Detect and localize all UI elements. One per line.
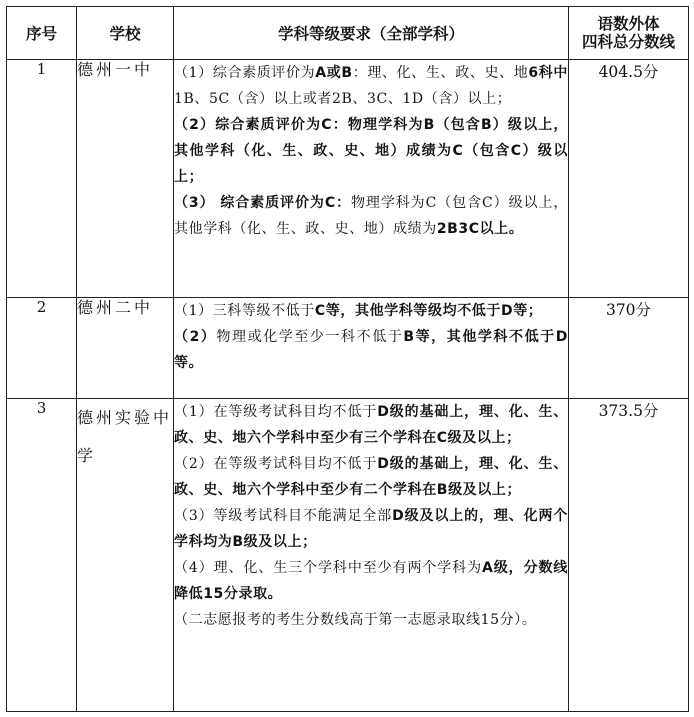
requirement-item <box>174 112 568 190</box>
header-score <box>569 7 689 60</box>
req-text: （3）等级考试科目不能满足全部 <box>174 508 393 524</box>
admission-score-table <box>6 6 689 712</box>
req-text-bold: （3） 综合素质评价为 <box>174 195 325 211</box>
header-score-line1: 语数外体 <box>597 15 660 33</box>
req-text: （1）综合素质评价为 <box>174 65 316 81</box>
requirement-note: （二志愿报考的考生分数线高于第一志愿录取线15分）。 <box>174 612 537 628</box>
row-score: 404.5分 <box>569 60 689 298</box>
requirement-item <box>174 555 568 607</box>
row-school: 德州实验中学 <box>77 399 174 712</box>
table-header-row <box>7 7 689 60</box>
req-text-bold: 2B3C以上。 <box>436 221 524 237</box>
row-requirements <box>174 399 569 712</box>
req-text-bold: （2）综合素质评价为C：物理学科为B（包含B）级以上，其他学科（化、生、政、史、地）成绩为C（包含C）级以上； <box>174 117 568 185</box>
req-text-bold: B等，其他学科不低于D等。 <box>174 329 568 371</box>
req-text-bold: C等，其他学科等级均不低于D等； <box>314 303 543 319</box>
requirement-item <box>174 399 568 451</box>
req-text: 物理或化学至少一科不低于 <box>216 329 404 345</box>
req-text: （4）理、化、生三个学科中至少有两个学科为 <box>174 560 483 576</box>
requirement-item <box>174 190 568 242</box>
requirement-item <box>174 60 568 112</box>
row-requirements <box>174 298 569 399</box>
header-score-line2: 四科总分数线 <box>581 33 675 51</box>
table-row <box>7 399 689 712</box>
row-school: 德州一中 <box>77 60 174 298</box>
req-text: （1）在等级考试科目均不低于 <box>174 404 378 420</box>
req-text-bold: D级的基础上，理、化、生、政、史、地六个学科中至少有三个学科在C级及以上； <box>174 404 568 446</box>
req-text: ：理、化、生、政、史、地 <box>352 65 529 81</box>
header-school: 学校 <box>77 7 174 60</box>
requirement-item <box>174 503 568 555</box>
row-seq: 3 <box>7 399 77 712</box>
req-text-bold: D级的基础上，理、化、生、政、史、地六个学科中至少有二个学科在B级及以上； <box>174 456 568 498</box>
req-text-bold: D级及以上的，理、化两个学科均为B级及以上； <box>174 508 569 550</box>
row-seq: 2 <box>7 298 77 399</box>
table-row <box>7 298 689 399</box>
req-text: （1）三科等级不低于 <box>174 303 315 319</box>
requirement-item <box>174 451 568 503</box>
requirement-item <box>174 324 568 376</box>
row-seq: 1 <box>7 60 77 298</box>
req-text: 1B、5C（含）以上或者2B、3C、1D（含）以上； <box>174 91 512 107</box>
req-text-bold: A或B <box>315 65 353 81</box>
requirement-item <box>174 298 568 324</box>
row-requirements <box>174 60 569 298</box>
req-text: 物理学科为C（包含C）级以上，其他学科（化、生、政、史、地）成绩为 <box>174 195 568 237</box>
row-score: 373.5分 <box>569 399 689 712</box>
req-text-bold: （2） <box>174 329 217 345</box>
req-text: （2）在等级考试科目均不低于 <box>174 456 378 472</box>
row-school: 德州二中 <box>77 298 174 399</box>
header-seq: 序号 <box>7 7 77 60</box>
req-text-bold: 6科中 <box>528 65 569 81</box>
header-requirement: 学科等级要求（全部学科） <box>174 7 569 60</box>
req-text-bold: A级，分数线降低15分录取。 <box>174 560 568 602</box>
table-row <box>7 60 689 298</box>
req-text-bold: C： <box>324 195 351 211</box>
row-score: 370分 <box>569 298 689 399</box>
